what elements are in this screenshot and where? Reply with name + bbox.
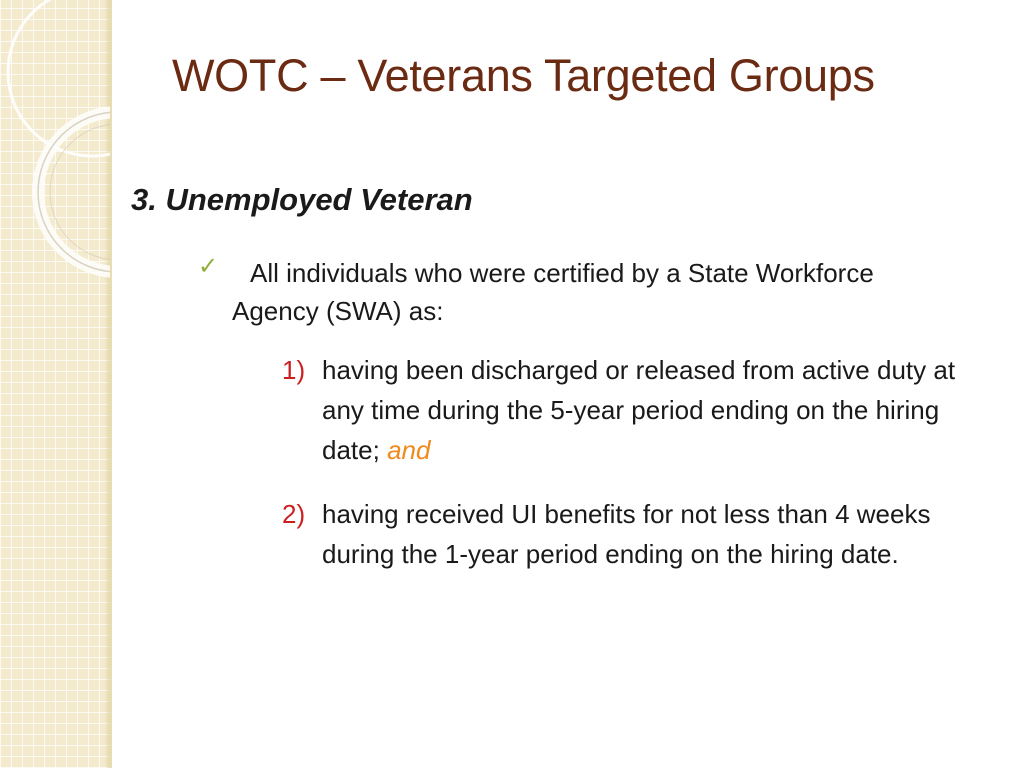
- slide-title: WOTC – Veterans Targeted Groups: [172, 50, 875, 101]
- list-item-number: 2): [282, 499, 306, 529]
- list-item-number: 1): [282, 355, 306, 385]
- check-mark-icon: ✓: [198, 253, 219, 280]
- list-item-body: having been discharged or released from active duty at any time during the 5-year period ending on the hiring date;: [322, 355, 956, 465]
- emphasis-word: and: [387, 435, 431, 465]
- bullet-text: All individuals who were certified by a State Workforce Agency (SWA) as:: [232, 258, 874, 326]
- section-heading: 3. Unemployed Veteran: [131, 182, 473, 217]
- list-item-text: [322, 350, 1002, 470]
- list-item-text: having received UI benefits for not less than 4 weeks during the 1-year period ending on the hiring date.: [322, 499, 931, 569]
